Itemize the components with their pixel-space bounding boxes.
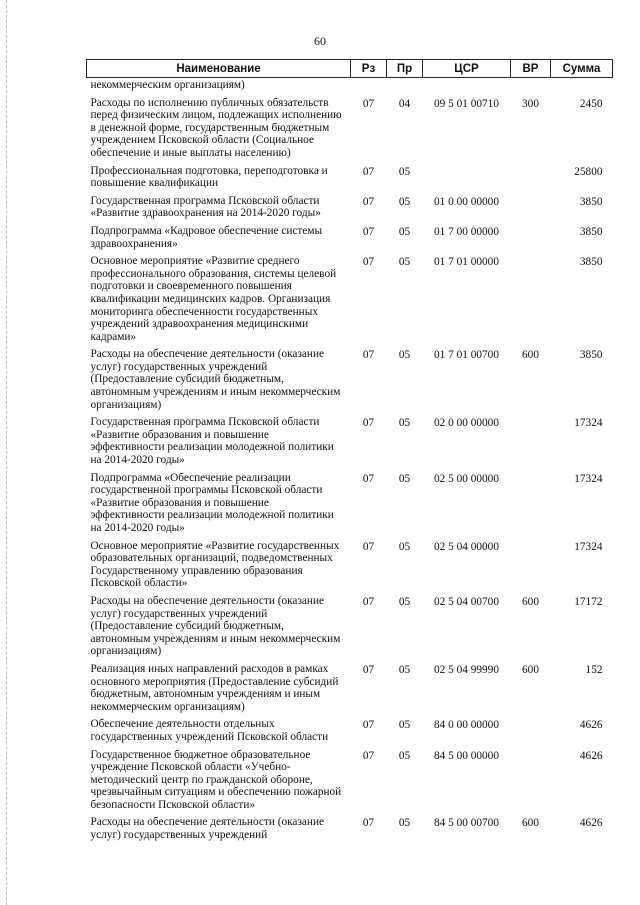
cell-csr: 01 7 00 00000: [434, 225, 499, 238]
cell-name: Расходы на обеспечение деятельности (оказание услуг) государственных учреждений (Предоставление субсидий бюджетным, автономным учреждениям и иным некоммерческим организациям): [90, 594, 341, 658]
table-header-row: [87, 60, 613, 78]
cell-csr: 84 5 00 00000: [434, 749, 499, 762]
cell-rz: 07: [362, 719, 375, 732]
cell-pr: [387, 78, 423, 96]
table-row: [87, 224, 613, 254]
cell-rz: 07: [362, 349, 375, 362]
header-name: Наименование: [87, 60, 351, 78]
cell-name: некоммерческим организациям): [90, 79, 245, 91]
cell-rz: 07: [362, 472, 375, 485]
cell-sum: 2450: [579, 97, 603, 110]
cell-csr: 02 5 04 99990: [434, 663, 499, 676]
cell-pr: 05: [398, 749, 411, 762]
cell-vr: [511, 194, 551, 224]
cell-rz: 07: [362, 417, 375, 430]
cell-rz: 07: [362, 540, 375, 553]
cell-rz: 07: [362, 749, 375, 762]
cell-csr: 02 5 00 00000: [434, 472, 499, 485]
scan-edge: [6, 0, 8, 905]
cell-sum: 25800: [574, 165, 603, 178]
header-rz: Рз: [351, 60, 387, 78]
cell-csr: 01 0 00 00000: [434, 195, 499, 208]
cell-csr: 84 5 00 00700: [434, 817, 499, 830]
cell-sum: 17324: [574, 472, 603, 485]
cell-name: Обеспечение деятельности отдельных государственных учреждений Псковской области: [90, 718, 329, 743]
cell-vr: [511, 164, 551, 194]
cell-csr: 84 0 00 00000: [434, 719, 499, 732]
cell-sum: 4626: [579, 817, 603, 830]
cell-rz: 07: [362, 165, 375, 178]
cell-sum: 152: [585, 663, 603, 676]
table-row: [87, 539, 613, 594]
table-row: [87, 78, 613, 96]
cell-pr: 05: [398, 165, 411, 178]
table-row: [87, 347, 613, 415]
cell-pr: 05: [398, 817, 411, 830]
cell-sum: 3850: [579, 349, 603, 362]
cell-name: Государственная программа Псковской области «Развитие здравоохранения на 2014-2020 годы»: [90, 194, 321, 220]
cell-vr: [511, 415, 551, 470]
table-row: [87, 594, 613, 662]
cell-pr: 05: [398, 256, 411, 269]
cell-vr: 600: [522, 663, 539, 676]
table-row: [87, 471, 613, 539]
cell-name: Расходы на обеспечение деятельности (оказание услуг) государственных учреждений (Предоставление субсидий бюджетным, автономным учреждениям и иным некоммерческим организациям): [90, 348, 341, 411]
cell-csr: 01 7 01 00000: [434, 256, 499, 269]
cell-pr: 04: [398, 97, 411, 110]
cell-name: Реализация иных направлений расходов в рамках основного мероприятия (Предоставление субсидий бюджетным, автономным учреждениям и иным некоммерческим организациям): [90, 662, 339, 713]
cell-rz: 07: [362, 97, 375, 110]
cell-rz: 07: [362, 195, 375, 208]
cell-csr: [423, 78, 511, 96]
cell-vr: [511, 224, 551, 254]
table-row: [87, 96, 613, 164]
cell-name: Подпрограмма «Кадровое обеспечение системы здравоохранения»: [90, 224, 323, 250]
cell-name: Расходы по исполнению публичных обязательств перед физическим лицом, подлежащих исполнению в денежной форме, государственным бюджетным учреждением Псковской области (Социальное обеспечение и иные выплаты населению): [90, 96, 342, 159]
budget-table: [86, 59, 613, 846]
cell-pr: 05: [398, 595, 411, 608]
cell-rz: 07: [362, 817, 375, 830]
cell-name: Государственная программа Псковской области «Развитие образования и повышение эффективности реализации молодежной политики на 2014-2020 годы»: [90, 416, 334, 467]
cell-vr: 600: [522, 817, 539, 830]
cell-name: Государственное бюджетное образовательное учреждение Псковской области «Учебно-методический центр по гражданской обороне, чрезвычайным ситуациям и обеспечению пожарной безопасности Псковской области»: [90, 748, 342, 811]
cell-vr: [511, 471, 551, 539]
cell-sum: 17324: [574, 417, 603, 430]
cell-sum: 17172: [574, 595, 603, 608]
cell-sum: 3850: [579, 195, 603, 208]
cell-csr: 02 0 00 00000: [434, 417, 499, 430]
cell-name: Основное мероприятие «Развитие среднего профессионального образования, системы целевой подготовки и своевременного повышения квалификации медицинских кадров. Организация мониторинга обеспеченности государственных учреждений здравоохранения медицинскими кадрами»: [90, 255, 337, 343]
cell-name: Основное мероприятие «Развитие государственных образовательных организаций, подведомственных Государственному управлению образования Псковской области»: [90, 539, 340, 590]
cell-rz: 07: [362, 256, 375, 269]
cell-pr: 05: [398, 472, 411, 485]
header-csr: ЦСР: [423, 60, 511, 78]
cell-sum: 17324: [574, 540, 603, 553]
cell-vr: [511, 254, 551, 347]
cell-pr: 05: [398, 540, 411, 553]
table-row: [87, 717, 613, 747]
cell-rz: [351, 78, 387, 96]
cell-name: Профессиональная подготовка, переподготовка и повышение квалификации: [90, 164, 328, 190]
table-body: [87, 78, 613, 846]
cell-pr: 05: [398, 195, 411, 208]
cell-rz: 07: [362, 225, 375, 238]
cell-csr: 01 7 01 00700: [434, 349, 499, 362]
budget-table-container: [86, 59, 612, 846]
header-pr: Пр: [387, 60, 423, 78]
table-row: [87, 194, 613, 224]
cell-sum: 3850: [579, 225, 603, 238]
table-row: [87, 748, 613, 816]
cell-csr: 02 5 04 00000: [434, 540, 499, 553]
cell-rz: 07: [362, 663, 375, 676]
cell-name: Расходы на обеспечение деятельности (оказание услуг) государственных учреждений: [90, 816, 325, 842]
cell-sum: 3850: [579, 256, 603, 269]
cell-vr: 600: [522, 595, 539, 608]
cell-vr: [511, 748, 551, 816]
cell-sum: 4626: [579, 719, 603, 732]
cell-pr: 05: [398, 225, 411, 238]
cell-sum: [551, 78, 613, 96]
cell-vr: 300: [522, 97, 539, 110]
table-row: [87, 164, 613, 194]
table-row: [87, 254, 613, 347]
cell-pr: 05: [398, 417, 411, 430]
table-row: [87, 815, 613, 845]
cell-sum: 4626: [579, 749, 603, 762]
table-row: [87, 415, 613, 470]
cell-name: Подпрограмма «Обеспечение реализации государственной программы Псковской области «Развитие образования и повышение эффективности реализации молодежной политики на 2014-2020 годы»: [90, 471, 334, 534]
cell-pr: 05: [398, 719, 411, 732]
cell-csr: 09 5 01 00710: [434, 97, 499, 110]
table-row: [87, 662, 613, 717]
cell-csr: [423, 164, 511, 194]
cell-pr: 05: [398, 349, 411, 362]
header-vr: ВР: [511, 60, 551, 78]
cell-pr: 05: [398, 663, 411, 676]
cell-vr: [511, 78, 551, 96]
page-number: 60: [314, 34, 326, 48]
header-sum: Сумма: [551, 60, 613, 78]
cell-vr: [511, 717, 551, 747]
cell-vr: [511, 539, 551, 594]
cell-rz: 07: [362, 595, 375, 608]
cell-vr: 600: [522, 349, 539, 362]
cell-csr: 02 5 04 00700: [434, 595, 499, 608]
